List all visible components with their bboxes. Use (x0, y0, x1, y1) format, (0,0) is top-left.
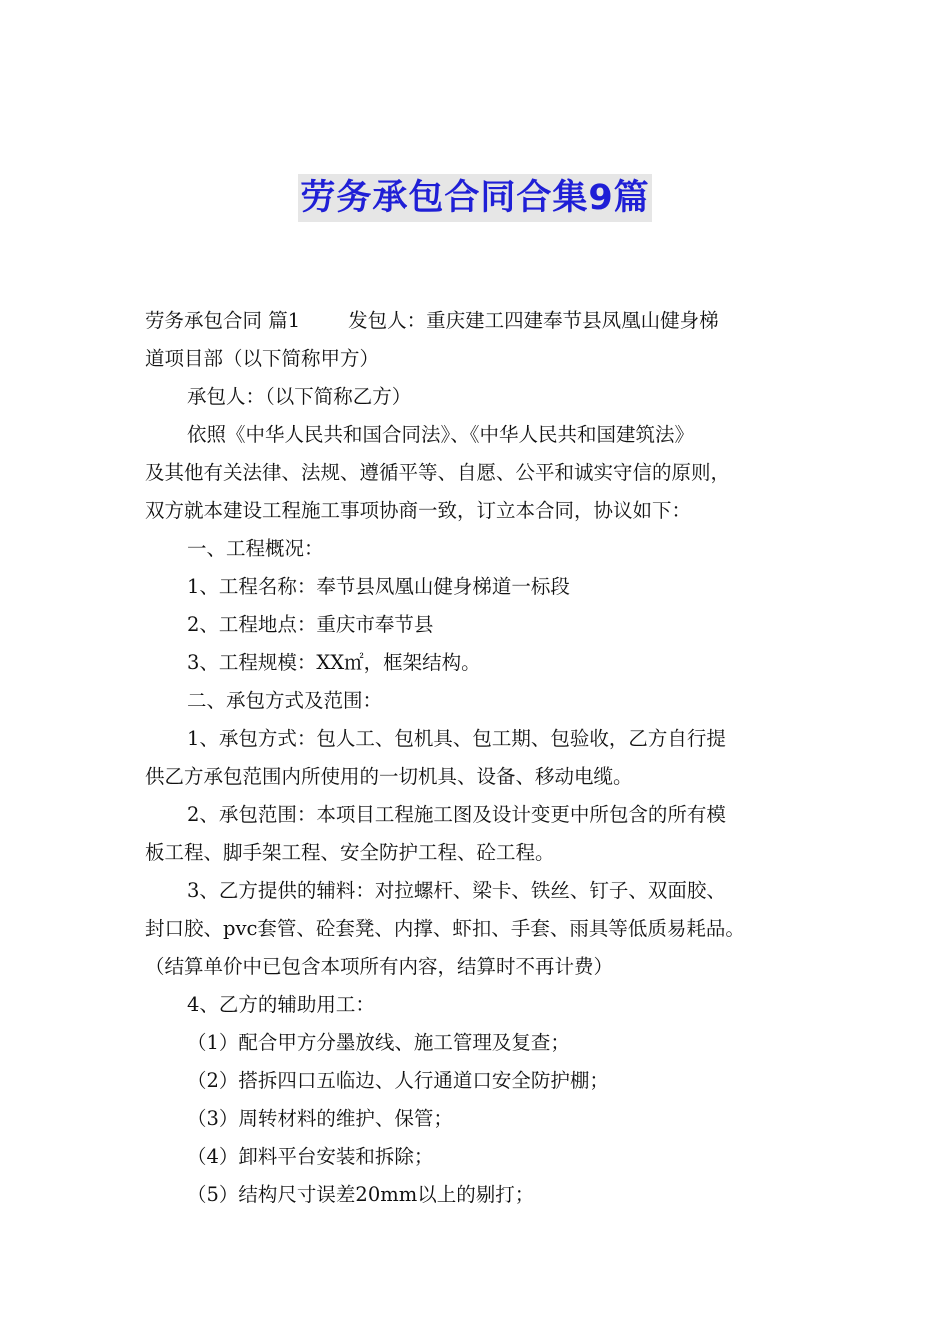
paragraph-line: 3、乙方提供的辅料：对拉螺杆、梁卡、铁丝、钉子、双面胶、 (187, 879, 726, 902)
section-heading: 劳务承包合同 篇1 (145, 309, 301, 332)
paragraph-line: 承包人：（以下简称乙方） (187, 385, 412, 408)
list-item: （4）卸料平台安装和拆除； (187, 1145, 434, 1168)
paragraph-line: 板工程、脚手架工程、安全防护工程、砼工程。 (145, 841, 555, 864)
paragraph-line: 1、承包方式：包人工、包机具、包工期、包验收，乙方自行提 (187, 727, 726, 750)
paragraph-line: 及其他有关法律、法规、遵循平等、自愿、公平和诚实守信的原则， (145, 461, 731, 484)
paragraph-line: 道项目部（以下简称甲方） (145, 347, 380, 370)
paragraph-line: 2、承包范围：本项目工程施工图及设计变更中所包含的所有模 (187, 803, 726, 826)
list-item: （2）搭拆四口五临边、人行通道口安全防护棚； (187, 1069, 609, 1092)
list-item: （5）结构尺寸误差20mm以上的剔打； (187, 1183, 535, 1206)
list-item: （3）周转材料的维护、保管； (187, 1107, 453, 1130)
list-item: （1）配合甲方分墨放线、施工管理及复查； (187, 1031, 570, 1054)
paragraph-line: 双方就本建设工程施工事项协商一致，订立本合同，协议如下： (145, 499, 692, 522)
paragraph-line: 依照《中华人民共和国合同法》、《中华人民共和国建筑法》 (187, 423, 695, 446)
paragraph-line: 封口胶、pvc套管、砼套凳、内撑、虾扣、手套、雨具等低质易耗品。 (145, 917, 745, 940)
document-title: 劳务承包合同合集9篇 (298, 174, 651, 222)
paragraph-line: 3、工程规模：XX㎡，框架结构。 (187, 651, 481, 674)
paragraph-line (145, 302, 820, 340)
paragraph-line: 一、工程概况： (187, 537, 324, 560)
paragraph-line: 二、承包方式及范围： (187, 689, 383, 712)
title-wrap (0, 174, 950, 222)
paragraph-line: （结算单价中已包含本项所有内容，结算时不再计费） (145, 955, 614, 978)
paragraph-line: 4、乙方的辅助用工： (187, 993, 375, 1016)
paragraph-line: 1、工程名称：奉节县凤凰山健身梯道一标段 (187, 575, 570, 598)
document-body (145, 302, 820, 1214)
line-text: 发包人：重庆建工四建奉节县凤凰山健身梯 (348, 309, 719, 332)
paragraph-line: 2、工程地点：重庆市奉节县 (187, 613, 434, 636)
paragraph-line: 供乙方承包范围内所使用的一切机具、设备、移动电缆。 (145, 765, 633, 788)
